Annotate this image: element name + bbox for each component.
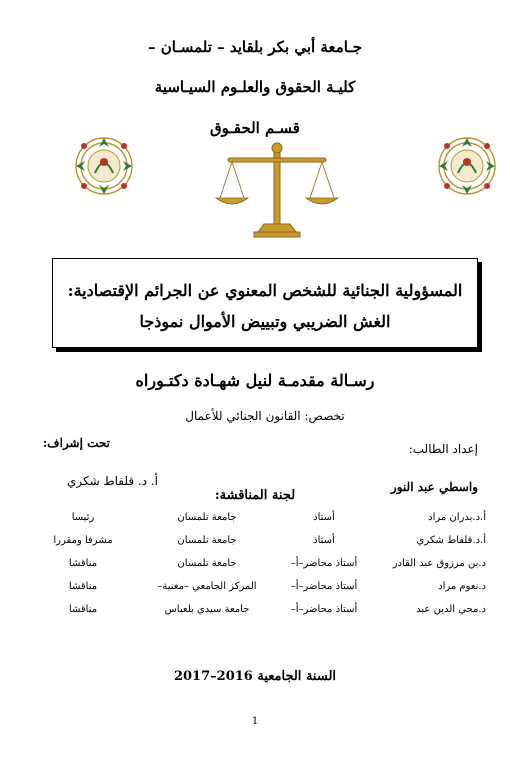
table-row (24, 581, 486, 604)
jury-member-role: رئيسا (71, 512, 95, 523)
thesis-title-line-1: المسؤولية الجنائية للشخص المعنوي عن الجرائم الإقتصادية: (67, 281, 463, 300)
jury-table (24, 512, 486, 627)
thesis-title-line-2: الغش الضريبي وتبييض الأموال نموذجا (139, 312, 391, 331)
jury-member-institution: جامعة تلمسان (177, 535, 237, 546)
university-emblem-icon (73, 135, 135, 197)
supervisor-name: أ. د. قلفاط شكري (67, 474, 158, 488)
jury-member-name: د.محي الدين عبد (416, 604, 486, 615)
jury-member-role: مناقشا (68, 604, 98, 615)
jury-member-name: د.بن مرزوق عبد القادر (392, 558, 486, 569)
page-number: 1 (251, 716, 259, 727)
scales-of-justice-icon (214, 136, 340, 242)
supervisor-label: تحت إشراف: (42, 436, 110, 450)
student-name: واسطي عبد النور (390, 480, 478, 494)
jury-member-institution: المركز الجامعي –مغنية– (157, 581, 257, 592)
jury-member-rank: أستاذ (313, 512, 335, 523)
jury-member-name: د.نعوم مراد (438, 581, 486, 592)
student-label: إعداد الطالب: (408, 442, 478, 456)
jury-member-name: أ.د.قلفاط شكري (416, 535, 486, 546)
jury-member-institution: جامعة تلمسان (177, 558, 237, 569)
jury-member-institution: جامعة سيدي بلعباس (164, 604, 250, 615)
university-emblem-icon (436, 135, 498, 197)
table-row (24, 558, 486, 581)
jury-title: لجنة المناقشة: (214, 488, 296, 503)
university-name: جـامعة أبي بكر بلقايد – تلمسـان – (148, 38, 362, 56)
jury-member-rank: أستاذ محاضر–أ– (290, 604, 358, 615)
jury-member-role: مناقشا (68, 581, 98, 592)
jury-member-name: أ.د.بدران مراد (428, 512, 486, 523)
faculty-name: كليـة الحقوق والعلـوم السيـاسية (154, 78, 356, 96)
jury-member-role: مشرفا ومقررا (53, 535, 113, 546)
jury-member-rank: أستاذ محاضر–أ– (290, 558, 358, 569)
jury-member-institution: جامعة تلمسان (177, 512, 237, 523)
table-row (24, 512, 486, 535)
jury-member-rank: أستاذ محاضر–أ– (290, 581, 358, 592)
department-name: قسـم الحقـوق (210, 119, 300, 137)
thesis-title-box (52, 258, 478, 348)
jury-member-rank: أستاذ (313, 535, 335, 546)
table-row (24, 535, 486, 558)
specialty: تخصص: القانون الجنائي للأعمال (185, 409, 345, 423)
thesis-degree: رسـالة مقدمـة لنيل شهـادة دكتـوراه (135, 371, 375, 390)
table-row (24, 604, 486, 627)
academic-year: السنة الجامعية 2016–2017 (173, 669, 337, 684)
jury-member-role: مناقشا (68, 558, 98, 569)
